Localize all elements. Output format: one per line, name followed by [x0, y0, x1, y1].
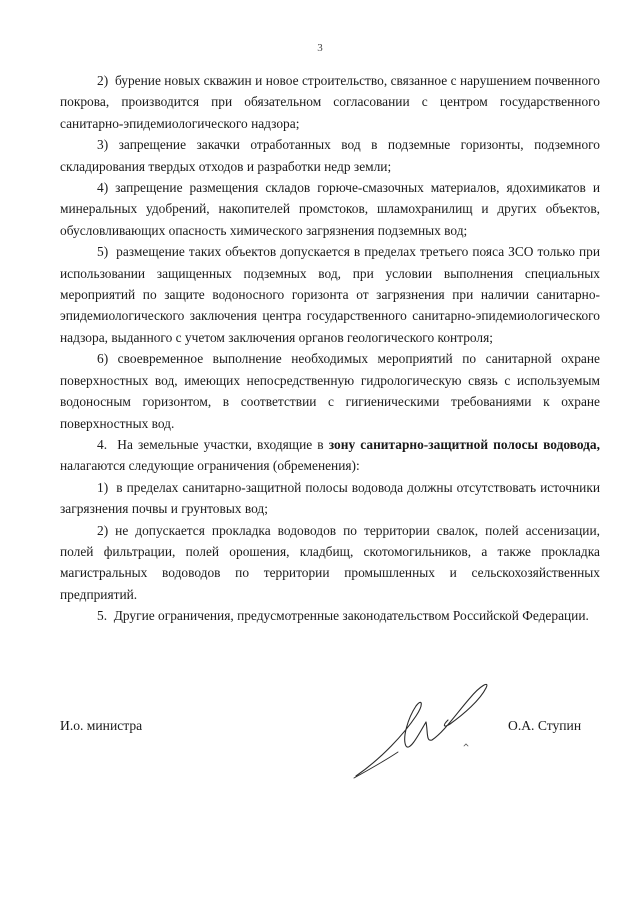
- item-number: 6): [97, 351, 109, 367]
- list-item: [60, 241, 600, 348]
- item-text: запрещение закачки отработанных вод в подземные горизонты, подземного складирования твердых отходов и разработки недр земли;: [60, 137, 600, 174]
- page-number: 3: [317, 42, 323, 54]
- item-number: 1): [97, 479, 109, 495]
- section-lead: На земельные участки, входящие в: [117, 436, 324, 452]
- item-number: 2): [97, 73, 109, 88]
- section-number: 5.: [97, 608, 108, 624]
- item-text: своевременное выполнение необходимых мероприятий по санитарной охране поверхностных вод, имеющих непосредственную гидрологическую связь с используемым водоносным горизонтом, в соответствии с гигиеническими требованиями к охране поверхностных вод.: [60, 351, 600, 431]
- list-item: [60, 477, 600, 520]
- section-4-intro: [60, 434, 600, 477]
- section-bold-term: зону санитарно-защитной полосы водовода,: [328, 436, 600, 452]
- item-text: запрещение размещения складов горюче-смазочных материалов, ядохимикатов и минеральных удобрений, накопителей промстоков, шламохранилищ и других объектов, обусловливающих опасность химического загрязнения подземных вод;: [60, 180, 600, 238]
- item-text: размещение таких объектов допускается в пределах третьего пояса ЗСО только при использовании защищенных подземных вод, при условии выполнения специальных мероприятий по защите водоносного горизонта от загрязнения при наличии санитарно-эпидемиологического заключения центра государственного санитарно-эпидемиологического надзора, выданного с учетом заключения органов геологического контроля;: [60, 244, 600, 345]
- section-text: Другие ограничения, предусмотренные законодательством Российской Федерации.: [113, 608, 589, 624]
- signatory-position: И.о. министра: [60, 718, 143, 733]
- item-number: 2): [97, 522, 109, 538]
- section-tail: налагаются следующие ограничения (обременения):: [60, 458, 360, 474]
- list-item: [60, 177, 600, 241]
- handwritten-signature: [352, 676, 512, 780]
- list-item: [60, 348, 600, 434]
- item-number: 3): [97, 137, 109, 153]
- document-body: [60, 70, 600, 627]
- list-item: [60, 134, 600, 177]
- list-item: [60, 70, 600, 134]
- item-text: не допускается прокладка водоводов по территории свалок, полей ассенизации, полей фильтрации, полей орошения, кладбищ, скотомогильников, а также прокладка магистральных водоводов по территории промышленных и сельскохозяйственных предприятий.: [60, 522, 600, 602]
- section-number: 4.: [97, 436, 108, 452]
- item-text: в пределах санитарно-защитной полосы водовода должны отсутствовать источники загрязнения почвы и грунтовых вод;: [60, 479, 601, 517]
- item-number: 4): [97, 180, 109, 196]
- item-text: бурение новых скважин и новое строительство, связанное с нарушением почвенного покрова, производится при обязательном согласовании с центром государственного санитарно-эпидемиологического надзора;: [60, 73, 600, 131]
- item-number: 5): [97, 244, 109, 260]
- list-item: [60, 520, 600, 606]
- signatory-name: О.А. Ступин: [508, 718, 582, 733]
- section-5: [60, 605, 600, 626]
